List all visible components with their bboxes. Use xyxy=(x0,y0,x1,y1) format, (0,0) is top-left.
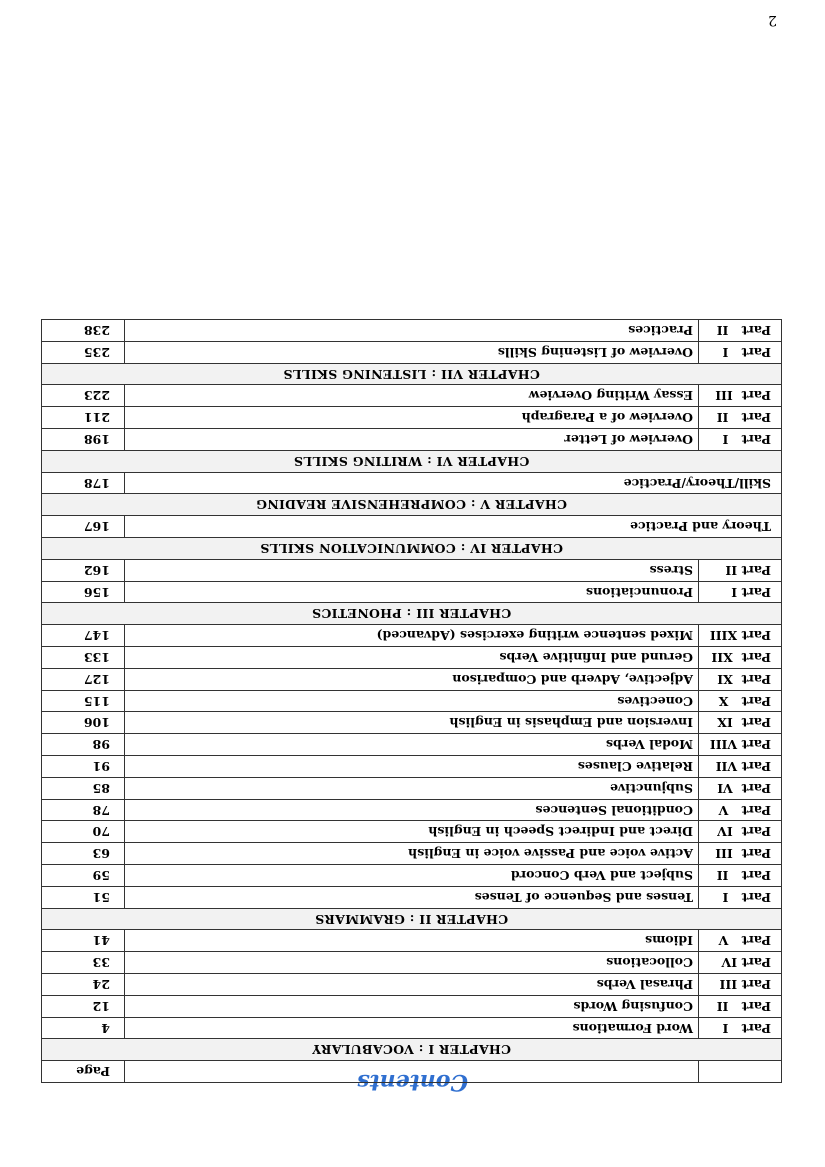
chapter-title: CHAPTER IV : COMMUNICATION SKILLS xyxy=(42,538,782,560)
topic-title: Practices xyxy=(125,320,699,342)
part-label: Part V xyxy=(699,930,782,952)
page-number-cell: 78 xyxy=(42,799,125,821)
table-row xyxy=(42,974,782,996)
table-row xyxy=(42,668,782,690)
topic-title: Conectives xyxy=(125,690,699,712)
contents-table xyxy=(41,319,782,1083)
table-row xyxy=(42,843,782,865)
part-label: Part III xyxy=(699,843,782,865)
page-number-cell: 85 xyxy=(42,777,125,799)
chapter-title: CHAPTER III : PHONETICS xyxy=(42,603,782,625)
topic-title: Idioms xyxy=(125,930,699,952)
table-row xyxy=(42,865,782,887)
part-label: Part X xyxy=(699,690,782,712)
table-header-row xyxy=(42,1061,782,1083)
table-row xyxy=(42,690,782,712)
section-label: Theory and Practice xyxy=(125,516,782,538)
chapter-heading-row xyxy=(42,363,782,385)
page-number-cell: 211 xyxy=(42,407,125,429)
page-number-cell: 147 xyxy=(42,625,125,647)
topic-title: Tenses and Sequence of Tenses xyxy=(125,886,699,908)
part-label: Part XI xyxy=(699,668,782,690)
topic-title: Overview of Letter xyxy=(125,429,699,451)
page-number-cell: 24 xyxy=(42,974,125,996)
section-label: Skill/Theory/Practice xyxy=(125,472,782,494)
table-row xyxy=(42,930,782,952)
table-row xyxy=(42,341,782,363)
part-label: Part I xyxy=(699,341,782,363)
table-row xyxy=(42,799,782,821)
page-number-cell: 70 xyxy=(42,821,125,843)
part-label: Part I xyxy=(699,1017,782,1039)
page-number-cell: 63 xyxy=(42,843,125,865)
topic-title: Inversion and Emphasis in English xyxy=(125,712,699,734)
page-number-cell: 91 xyxy=(42,756,125,778)
chapter-heading-row xyxy=(42,494,782,516)
page-number-cell: 59 xyxy=(42,865,125,887)
table-row xyxy=(42,516,782,538)
part-label: Part II xyxy=(699,865,782,887)
page-number-cell: 41 xyxy=(42,930,125,952)
table-row xyxy=(42,712,782,734)
chapter-heading-row xyxy=(42,908,782,930)
header-blank-cell xyxy=(125,1061,699,1083)
part-label: Part III xyxy=(699,385,782,407)
topic-title: Relative Clauses xyxy=(125,756,699,778)
topic-title: Overview of Listening Skills xyxy=(125,341,699,363)
page-number-cell: 115 xyxy=(42,690,125,712)
topic-title: Direct and Indirect Speech in English xyxy=(125,821,699,843)
topic-title: Active voice and Passive voice in English xyxy=(125,843,699,865)
chapter-title: CHAPTER V : COMPREHENSIVE READING xyxy=(42,494,782,516)
part-label: Part VII xyxy=(699,756,782,778)
topic-title: Essay Writing Overview xyxy=(125,385,699,407)
topic-title: Pronunciations xyxy=(125,581,699,603)
part-label: Part V xyxy=(699,799,782,821)
table-row xyxy=(42,821,782,843)
part-label: Part II xyxy=(699,995,782,1017)
page-number-cell: 167 xyxy=(42,516,125,538)
part-label: Part II xyxy=(699,407,782,429)
part-label: Part IV xyxy=(699,821,782,843)
chapter-heading-row xyxy=(42,1039,782,1061)
page-number: 2 xyxy=(768,12,777,28)
page-number-cell: 235 xyxy=(42,341,125,363)
page-number-cell: 98 xyxy=(42,734,125,756)
topic-title: Adjective, Adverb and Comparison xyxy=(125,668,699,690)
topic-title: Stress xyxy=(125,559,699,581)
table-row xyxy=(42,995,782,1017)
part-label: Part IX xyxy=(699,712,782,734)
topic-title: Confusing Words xyxy=(125,995,699,1017)
table-row xyxy=(42,429,782,451)
chapter-title: CHAPTER VI : WRITING SKILLS xyxy=(42,450,782,472)
topic-title: Mixed sentence writing exercises (Advanced) xyxy=(125,625,699,647)
topic-title: Modal Verbs xyxy=(125,734,699,756)
table-row xyxy=(42,756,782,778)
part-label: Part I xyxy=(699,429,782,451)
page-number-cell: 238 xyxy=(42,320,125,342)
chapter-title: CHAPTER II : GRAMMARS xyxy=(42,908,782,930)
table-row xyxy=(42,581,782,603)
table-row xyxy=(42,385,782,407)
table-row xyxy=(42,625,782,647)
chapter-heading-row xyxy=(42,603,782,625)
topic-title: Phrasal Verbs xyxy=(125,974,699,996)
table-row xyxy=(42,777,782,799)
page-number-cell: 133 xyxy=(42,647,125,669)
part-label: Part VI xyxy=(699,777,782,799)
page-number-cell: 178 xyxy=(42,472,125,494)
table-row xyxy=(42,472,782,494)
topic-title: Overview of a Paragraph xyxy=(125,407,699,429)
part-label: Part XII xyxy=(699,647,782,669)
header-blank-cell xyxy=(699,1061,782,1083)
part-label: Part I xyxy=(699,886,782,908)
table-row xyxy=(42,886,782,908)
table-row xyxy=(42,320,782,342)
topic-title: Subject and Verb Concord xyxy=(125,865,699,887)
chapter-title: CHAPTER I : VOCABULARY xyxy=(42,1039,782,1061)
page-number-cell: 106 xyxy=(42,712,125,734)
page-number-cell: 198 xyxy=(42,429,125,451)
page-number-cell: 223 xyxy=(42,385,125,407)
page-number-cell: 4 xyxy=(42,1017,125,1039)
table-row xyxy=(42,559,782,581)
part-label: Part XIII xyxy=(699,625,782,647)
chapter-title: CHAPTER VII : LISTENING SKILLS xyxy=(42,363,782,385)
page-title: Contents xyxy=(357,1069,468,1095)
page-number-cell: 156 xyxy=(42,581,125,603)
part-label: Part III xyxy=(699,974,782,996)
part-label: Part I xyxy=(699,581,782,603)
part-label: Part VIII xyxy=(699,734,782,756)
topic-title: Conditional Sentences xyxy=(125,799,699,821)
part-label: Part IV xyxy=(699,952,782,974)
table-row xyxy=(42,1017,782,1039)
topic-title: Gerund and Infinitive Verbs xyxy=(125,647,699,669)
page-number-cell: 12 xyxy=(42,995,125,1017)
page-number-cell: 127 xyxy=(42,668,125,690)
topic-title: Subjunctive xyxy=(125,777,699,799)
part-label: Part II xyxy=(699,559,782,581)
table-row xyxy=(42,647,782,669)
page-number-cell: 51 xyxy=(42,886,125,908)
table-row xyxy=(42,407,782,429)
chapter-heading-row xyxy=(42,538,782,560)
topic-title: Collocations xyxy=(125,952,699,974)
chapter-heading-row xyxy=(42,450,782,472)
page-number-cell: 162 xyxy=(42,559,125,581)
page-column-header: Page xyxy=(42,1061,125,1083)
topic-title: Word Formations xyxy=(125,1017,699,1039)
page-number-cell: 33 xyxy=(42,952,125,974)
table-row xyxy=(42,734,782,756)
table-row xyxy=(42,952,782,974)
part-label: Part II xyxy=(699,320,782,342)
